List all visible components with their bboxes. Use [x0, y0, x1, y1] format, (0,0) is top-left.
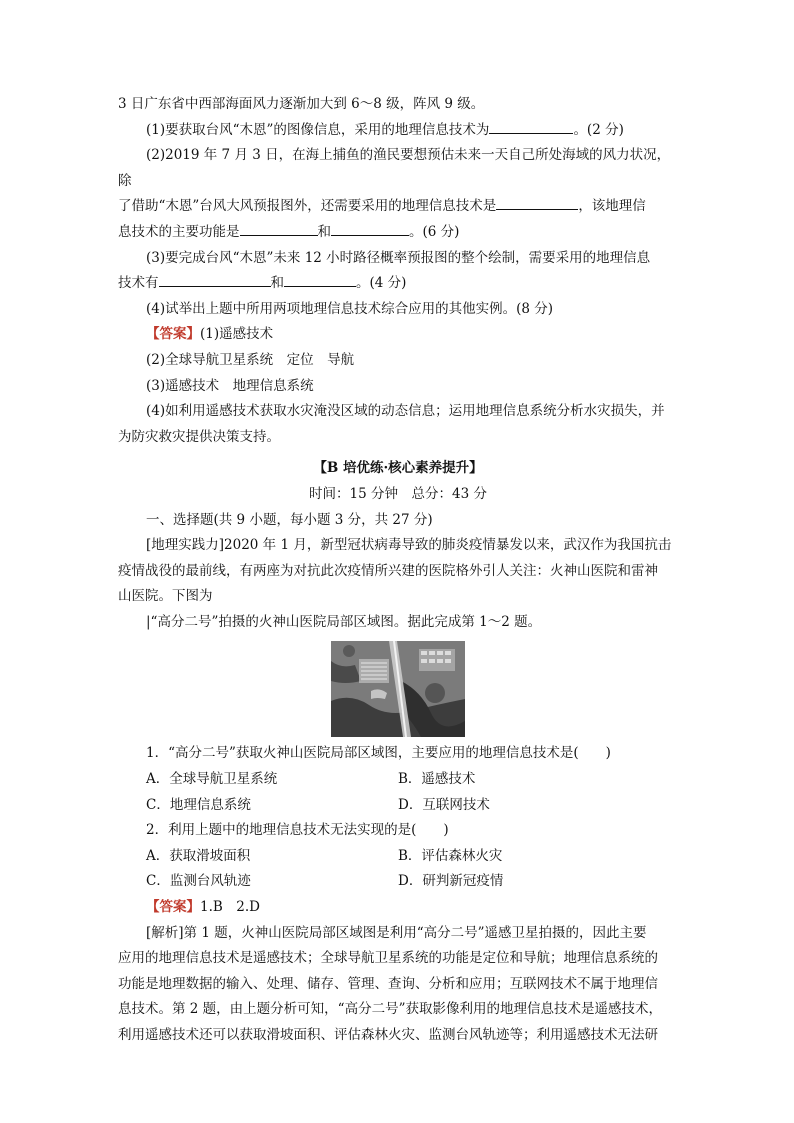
section-title: 【B 培优练·核心素养提升】 [313, 460, 483, 477]
question-2-cont: 了借助“木恩”台风大风预报图外，还需要采用的地理信息技术是 ，该地理信 [118, 194, 678, 220]
options-row [118, 869, 678, 895]
option-b: B．评估森林火灾 [398, 847, 503, 864]
answer-line: (3)遥感技术 地理信息系统 [146, 377, 314, 394]
answer-blank [331, 221, 409, 236]
analysis-line: 功能是地理数据的输入、处理、储存、管理、查询、分析和应用；互联网技术不属于地理信 [118, 975, 658, 992]
analysis-line: [解析]第 1 题，火神山医院局部区域图是利用“高分二号”遥感卫星拍摄的，因此主要 [146, 924, 647, 941]
options-row [118, 767, 678, 793]
question-3-cont: 技术有 和 。(4 分) [118, 271, 678, 297]
satellite-image [331, 641, 465, 737]
answer-blank [284, 272, 356, 287]
intro-line: [地理实践力]2020 年 1 月，新型冠状病毒导致的肺炎疫情暴发以来，武汉作为我国抗击 [146, 537, 672, 554]
part-heading: 一、选择题(共 9 小题，每小题 3 分，共 27 分) [146, 511, 433, 528]
intro-line: 疫情战役的最前线，有两座为对抗此次疫情所兴建的医院格外引人关注：火神山医院和雷神 [118, 562, 658, 579]
answer-tag: 【答案】 [146, 326, 200, 343]
option-d: D．互联网技术 [398, 796, 490, 813]
options-row [118, 844, 678, 870]
option-b: B．遥感技术 [398, 771, 476, 788]
answer-blank [489, 119, 573, 134]
analysis-line: 息技术。第 2 题，由上题分析可知，“高分二号”获取影像利用的地理信息技术是遥感技术， [118, 1001, 662, 1018]
question-stem: 1．“高分二号”获取火神山医院局部区域图，主要应用的地理信息技术是( ) [146, 745, 611, 762]
question-1: (1)要获取台风“木恩”的图像信息，采用的地理信息技术为 。(2 分) [118, 118, 678, 144]
question-2: (2)2019 年 7 月 3 日，在海上捕鱼的渔民要想预估未来一天自己所处海域的风力状况，除 [118, 147, 671, 189]
answer-block: 【答案】(1)遥感技术 [146, 326, 274, 343]
text-line: 3 日广东省中西部海面风力逐渐加大到 6～8 级，阵风 9 级。 [118, 96, 485, 112]
answer-line: 为防灾救灾提供决策支持。 [118, 428, 280, 445]
answer-line: (4)如利用遥感技术获取水灾淹没区域的动态信息；运用地理信息系统分析水灾损失，并 [146, 403, 665, 420]
analysis-line: 应用的地理信息技术是遥感技术；全球导航卫星系统的功能是定位和导航；地理信息系统的 [118, 950, 658, 967]
question-4: (4)试举出上题中所用两项地理信息技术综合应用的其他实例。(8 分) [146, 300, 554, 317]
option-c: C．监测台风轨迹 [146, 873, 251, 890]
answer-line: (2)全球导航卫星系统 定位 导航 [146, 351, 355, 368]
time-score: 时间：15 分钟 总分：43 分 [309, 485, 487, 502]
options-row [118, 793, 678, 819]
answer-blank [159, 272, 271, 287]
answer-blank [240, 221, 318, 236]
question-2-cont: 息技术的主要功能是 和 。(6 分) [118, 220, 678, 246]
question-stem: 2．利用上题中的地理信息技术无法实现的是( ) [146, 822, 449, 839]
answer-block: 【答案】1.B 2.D [146, 899, 261, 916]
intro-line: 山医院。下图为 [118, 588, 213, 605]
answer-blank [496, 195, 578, 210]
option-d: D．研判新冠疫情 [398, 873, 504, 890]
option-a: A．获取滑坡面积 [146, 847, 251, 864]
option-c: C．地理信息系统 [146, 796, 251, 813]
analysis-line: 利用遥感技术还可以获取滑坡面积、评估森林火灾、监测台风轨迹等；利用遥感技术无法研 [118, 1027, 658, 1043]
question-3: (3)要完成台风“木恩”未来 12 小时路径概率预报图的整个绘制，需要采用的地理信息 [146, 249, 651, 266]
answer-tag: 【答案】 [146, 899, 200, 916]
document-page [118, 92, 678, 1049]
option-a: A．全球导航卫星系统 [146, 771, 278, 788]
intro-line: |“高分二号”拍摄的火神山医院局部区域图。据此完成第 1～2 题。 [146, 613, 542, 630]
